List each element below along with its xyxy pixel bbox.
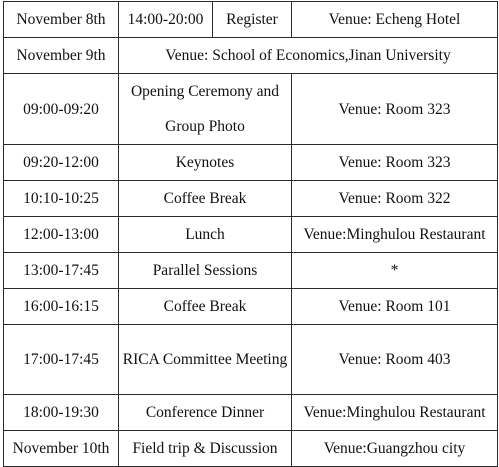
time-cell: 14:00-20:00 bbox=[119, 2, 213, 38]
venue-cell: Venue: Room 322 bbox=[292, 181, 498, 217]
venue-cell: Venue: Room 101 bbox=[292, 289, 498, 325]
table-row bbox=[4, 253, 498, 289]
table-row bbox=[4, 181, 498, 217]
venue-cell: Venue:Minghulou Restaurant bbox=[292, 217, 498, 253]
time-cell: 16:00-16:15 bbox=[4, 289, 119, 325]
event-cell: Coffee Break bbox=[119, 289, 292, 325]
venue-cell: * bbox=[292, 253, 498, 289]
table-row bbox=[4, 325, 498, 395]
event-cell: Conference Dinner bbox=[119, 395, 292, 431]
time-cell: 09:00-09:20 bbox=[4, 74, 119, 145]
date-cell: November 8th bbox=[4, 2, 119, 38]
event-cell: Keynotes bbox=[119, 145, 292, 181]
table-row bbox=[4, 289, 498, 325]
venue-cell: Venue: Room 323 bbox=[292, 145, 498, 181]
venue-cell: Venue: Room 323 bbox=[292, 74, 498, 145]
table-row bbox=[4, 2, 498, 38]
time-cell: 18:00-19:30 bbox=[4, 395, 119, 431]
schedule-table bbox=[3, 1, 498, 467]
event-cell: Register bbox=[213, 2, 292, 38]
event-cell: Opening Ceremony and Group Photo bbox=[119, 74, 292, 145]
table-row bbox=[4, 38, 498, 74]
table-row bbox=[4, 431, 498, 467]
table-row bbox=[4, 217, 498, 253]
table-row bbox=[4, 74, 498, 145]
venue-cell: Venue:Minghulou Restaurant bbox=[292, 395, 498, 431]
time-cell: 17:00-17:45 bbox=[4, 325, 119, 395]
date-cell: November 9th bbox=[4, 38, 119, 74]
venue-cell: Venue: School of Economics,Jinan University bbox=[119, 38, 498, 74]
event-cell: Coffee Break bbox=[119, 181, 292, 217]
venue-cell: Venue: Room 403 bbox=[292, 325, 498, 395]
event-cell: Lunch bbox=[119, 217, 292, 253]
table-row bbox=[4, 395, 498, 431]
time-cell: 12:00-13:00 bbox=[4, 217, 119, 253]
event-cell: Parallel Sessions bbox=[119, 253, 292, 289]
table-row bbox=[4, 145, 498, 181]
date-cell: November 10th bbox=[4, 431, 119, 467]
time-cell: 13:00-17:45 bbox=[4, 253, 119, 289]
event-cell: RICA Committee Meeting bbox=[119, 325, 292, 395]
event-cell: Field trip & Discussion bbox=[119, 431, 292, 467]
time-cell: 09:20-12:00 bbox=[4, 145, 119, 181]
time-cell: 10:10-10:25 bbox=[4, 181, 119, 217]
venue-cell: Venue:Guangzhou city bbox=[292, 431, 498, 467]
venue-cell: Venue: Echeng Hotel bbox=[292, 2, 498, 38]
